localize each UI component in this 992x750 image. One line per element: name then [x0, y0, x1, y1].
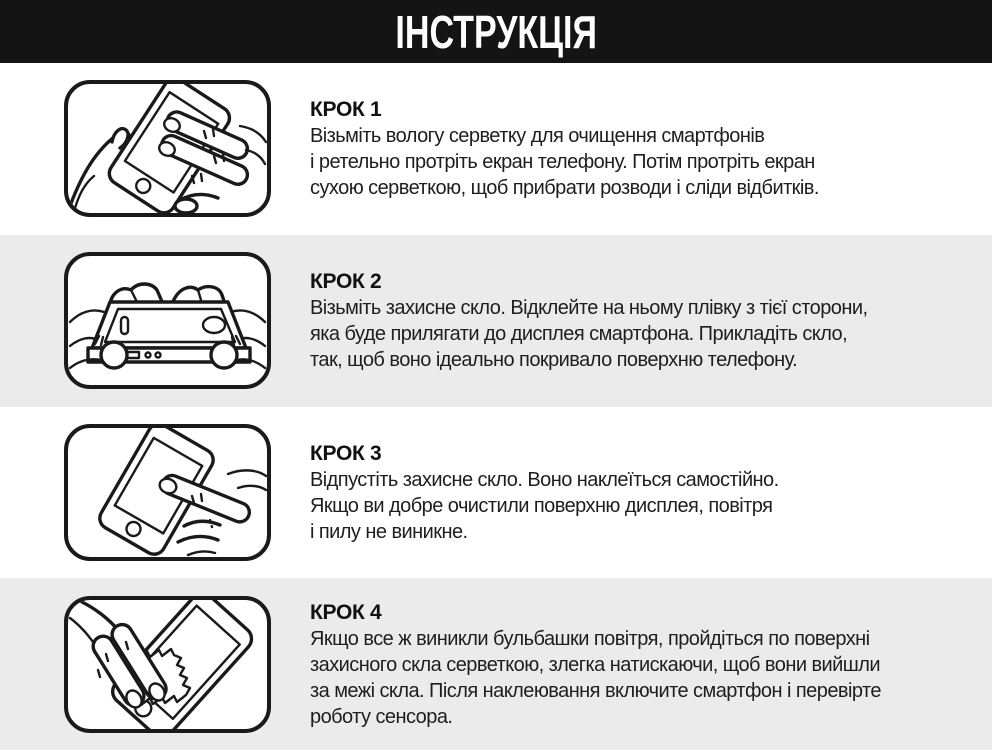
step-1-line: сухою серветкою, щоб прибрати розводи і сліди відбитків. — [310, 177, 819, 200]
step-3-text — [310, 440, 779, 545]
step-4-title: КРОК 4 — [310, 600, 382, 624]
finger-pressing-phone-screen-icon — [68, 428, 267, 557]
step-4-text — [310, 599, 881, 730]
step-row-4 — [0, 578, 992, 750]
step-1-illustration-box — [64, 80, 271, 217]
step-row-3 — [0, 407, 992, 579]
step-1-line: і ретельно протріть екран телефону. Потім протріть екран — [310, 151, 815, 174]
step-row-1 — [0, 63, 992, 235]
step-4-line: захисного скла серветкою, злегка натискаючи, щоб вони вийшли — [310, 653, 881, 676]
step-1-text — [310, 96, 819, 201]
step-3-line: і пилу не виникне. — [310, 520, 468, 543]
step-2-title: КРОК 2 — [310, 270, 382, 294]
hand-with-cloth-smoothing-bubbles-icon — [68, 600, 267, 729]
hands-wiping-phone-icon — [68, 84, 267, 213]
step-row-2 — [0, 235, 992, 407]
hands-holding-protective-glass-icon — [68, 256, 267, 385]
step-2-line: так, щоб воно ідеально покривало поверхню телефону. — [310, 349, 798, 372]
step-2-illustration-box — [64, 252, 271, 389]
step-3-line: Якщо ви добре очистили поверхню дисплея, повітря — [310, 494, 773, 517]
step-2-line: яка буде прилягати до дисплея смартфона. Прикладіть скло, — [310, 323, 848, 346]
step-1-title: КРОК 1 — [310, 98, 382, 122]
step-2-text — [310, 268, 867, 373]
header-bar — [0, 0, 992, 63]
step-4-line: роботу сенсора. — [310, 705, 453, 728]
step-4-line: за межі скла. Після наклеювання включите смартфон і перевірте — [310, 679, 881, 702]
step-4-illustration-box — [64, 596, 271, 733]
step-1-line: Візьміть вологу серветку для очищення смартфонів — [310, 125, 765, 148]
page-title: ІНСТРУКЦІЯ — [395, 5, 597, 58]
step-3-title: КРОК 3 — [310, 441, 382, 465]
steps-list — [0, 63, 992, 750]
step-3-line: Відпустіть захисне скло. Воно наклеїться самостійно. — [310, 468, 779, 491]
step-4-line: Якщо все ж виникли бульбашки повітря, пройдіться по поверхні — [310, 627, 870, 650]
step-3-illustration-box — [64, 424, 271, 561]
step-2-line: Візьміть захисне скло. Відклейте на ньому плівку з тієї сторони, — [310, 297, 868, 320]
